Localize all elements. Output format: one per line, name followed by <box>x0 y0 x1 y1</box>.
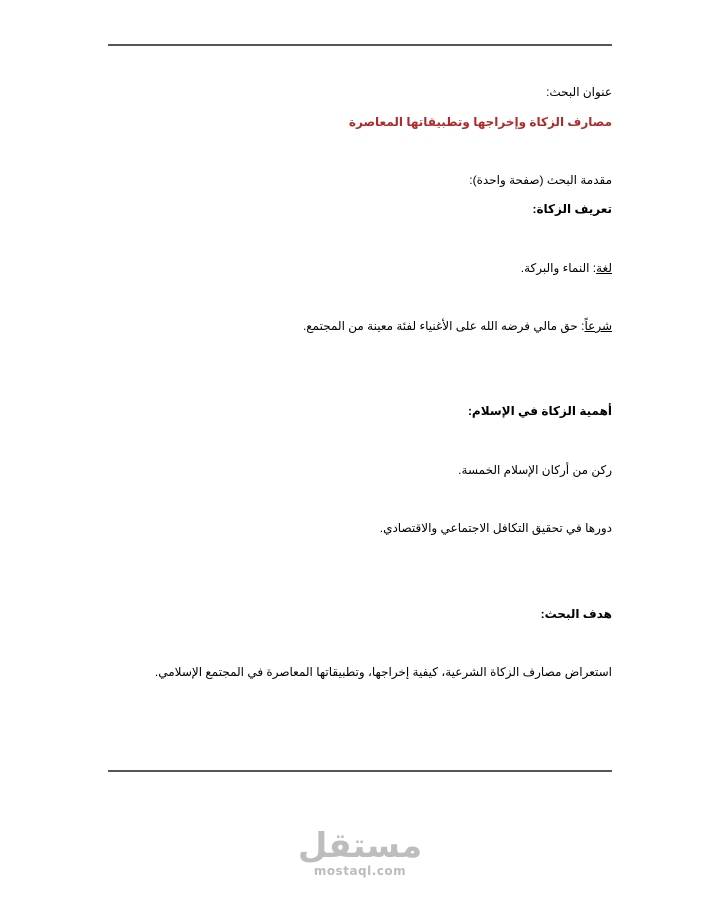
linguistic-term: لغة <box>596 261 612 275</box>
legal-definition <box>108 318 612 334</box>
watermark-latin: mostaql.com <box>313 864 407 878</box>
importance-heading: أهمية الزكاة في الإسلام: <box>467 404 612 418</box>
legal-text: : حق مالي فرضه الله على الأغنياء لفئة معينة من المجتمع. <box>302 319 585 333</box>
linguistic-text: : النماء والبركة. <box>520 261 597 275</box>
importance-item: ركن من أركان الإسلام الخمسة. <box>458 463 612 477</box>
research-title: مصارف الزكاة وإخراجها وتطبيقاتها المعاصرة <box>348 115 612 129</box>
legal-term: شرعاً <box>584 319 612 333</box>
watermark-logo <box>0 828 720 878</box>
intro-label: مقدمة البحث (صفحة واحدة): <box>469 173 612 187</box>
watermark-arabic: مستقل <box>297 826 423 866</box>
bottom-divider <box>108 770 612 772</box>
goal-text: استعراض مصارف الزكاة الشرعية، كيفية إخراجها، وتطبيقاتها المعاصرة في المجتمع الإسلامي. <box>154 665 612 679</box>
research-title-label: عنوان البحث: <box>546 85 612 99</box>
top-divider <box>108 44 612 46</box>
importance-item: دورها في تحقيق التكافل الاجتماعي والاقتصادي. <box>379 521 612 535</box>
goal-heading: هدف البحث: <box>540 607 612 621</box>
definition-heading: تعريف الزكاة: <box>532 202 612 216</box>
linguistic-definition <box>108 260 612 276</box>
